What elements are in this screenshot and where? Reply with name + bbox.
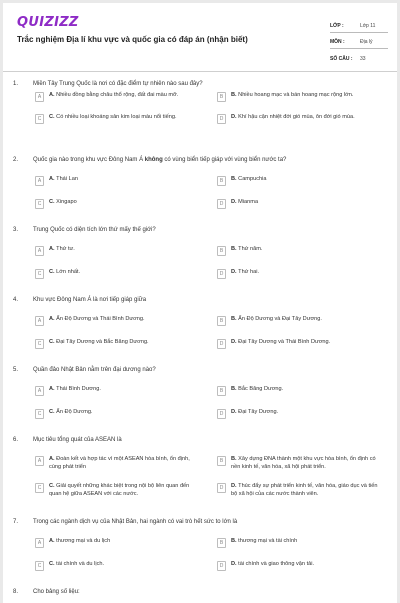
option-letter-dot: . [235,199,239,205]
option-text: Nhiều đồng bằng châu thổ rộng, đất đai màu mỡ. [56,92,179,98]
meta-row-count [330,49,388,65]
option-letter-dot: . [235,386,239,392]
worksheet-title: Trắc nghiệm Địa lí khu vực và quốc gia có đáp án (nhận biết) [17,35,248,44]
option-text: tài chính và giao thông vận tải. [238,561,315,567]
option-letter-box: A [35,316,44,326]
option-letter-label: D [231,199,236,205]
question-number: 4. [13,297,19,303]
option-text: Campuchia [238,176,267,182]
option-letter-label: D [231,561,236,567]
option-text-wrap [231,538,381,546]
option-letter-label: C [49,561,54,567]
answer-option-c[interactable] [35,269,199,279]
option-letter-box: B [217,538,226,548]
answer-option-d[interactable] [217,561,381,571]
option-text: Đại Tây Dương và Thái Bình Dương. [238,339,331,345]
meta-label: SỐ CÂU : [330,56,353,62]
option-letter-dot: . [235,409,239,415]
option-text: Thái Bình Dương. [56,386,101,392]
question-text [33,157,383,163]
option-text: Đại Tây Dương. [238,409,279,415]
option-letter-box: A [35,538,44,548]
option-text: Thái Lan [56,176,78,182]
question-text-part: có vùng biển tiếp giáp với vùng biển nước ta? [162,157,287,163]
option-text-wrap [231,409,381,417]
option-letter-box: C [35,561,44,571]
option-letter-dot: . [235,316,239,322]
option-text: tài chính và du lịch. [56,561,105,567]
option-text-wrap [231,483,381,498]
question-number: 8. [13,589,19,595]
option-letter-dot: . [53,456,57,462]
option-letter-label: D [231,409,236,415]
quizizz-logo[interactable]: QUIZIZZ [17,15,79,30]
option-letter-dot: . [235,246,239,252]
option-letter-label: D [231,114,236,120]
option-text: Giải quyết những khác biệt trong nội bộ liên quan đến quan hệ giữa ASEAN với các nước. [49,483,190,497]
option-text-wrap [231,316,381,324]
option-letter-dot: . [235,176,239,182]
answer-option-b[interactable] [217,538,381,548]
option-letter-dot: . [53,246,57,252]
option-letter-box: B [217,316,226,326]
option-text: Nhiều hoang mạc và bán hoang mạc rộng lớn. [238,92,354,98]
option-letter-box: C [35,114,44,124]
answer-option-d[interactable] [217,339,381,349]
option-letter-dot: . [235,538,239,544]
option-letter-label: A [49,316,54,322]
option-letter-box: B [217,92,226,102]
question-number: 7. [13,519,19,525]
worksheet-meta [330,17,388,65]
question-text-part: Quốc gia nào trong khu vực Đông Nam Á [33,157,145,163]
option-letter-box: B [217,456,226,466]
option-text: Có nhiều loại khoáng sản kim loại màu nổi tiếng. [56,114,177,120]
option-letter-box: A [35,456,44,466]
question-number: 6. [13,437,19,443]
option-letter-dot: . [53,483,57,489]
worksheet-page [3,3,397,603]
option-letter-dot: . [53,92,57,98]
option-letter-dot: . [53,114,57,120]
answer-option-b[interactable] [217,386,381,396]
option-letter-box: B [217,386,226,396]
question-text: Mục tiêu tổng quát của ASEAN là [33,437,122,443]
option-letter-dot: . [235,269,239,275]
option-letter-dot: . [235,483,239,489]
option-text-wrap [49,114,199,122]
answer-option-d[interactable] [217,114,381,124]
question-text: Trong các ngành dịch vụ của Nhật Bản, hai ngành có vai trò hết sức to lớn là [33,519,238,525]
option-text: Xây dựng ĐNA thành một khu vực hòa bình, ổn định có nền kinh tế, văn hóa, xã hội phát triển. [231,456,376,470]
question-text: Khu vực Đông Nam Á là nơi tiếp giáp giữa [33,297,147,303]
option-letter-box: B [217,246,226,256]
question-text: Trung Quốc có diện tích lớn thứ mấy thế giới? [33,227,156,233]
option-text: Xingapo [56,199,77,205]
option-text-wrap [231,456,381,471]
option-text-wrap [49,92,199,100]
option-letter-box: D [217,199,226,209]
option-text: Khí hậu cận nhiệt đới gió mùa, ôn đới gió mùa. [238,114,355,120]
option-letter-label: D [231,339,236,345]
answer-option-a[interactable] [35,176,199,186]
option-letter-label: B [231,538,236,544]
option-text-wrap [231,114,381,122]
option-letter-dot: . [53,269,57,275]
option-letter-label: C [49,339,54,345]
option-letter-label: C [49,269,54,275]
option-letter-label: B [231,176,236,182]
answer-option-a[interactable] [35,316,199,326]
option-letter-box: D [217,269,226,279]
answer-option-d[interactable] [217,199,381,209]
option-text: Đại Tây Dương và Bắc Băng Dương. [56,339,149,345]
meta-label: LỚP : [330,23,344,29]
option-text: Thúc đẩy sự phát triển kinh tế, văn hóa, giáo dục và tiến bộ xã hội của các nước thành viên. [231,483,378,497]
answer-option-c[interactable] [35,339,199,349]
option-text: Ấn Độ Dương và Đại Tây Dương. [238,316,322,322]
option-letter-dot: . [235,92,239,98]
option-text-wrap [49,339,199,347]
option-letter-dot: . [53,176,57,182]
option-letter-dot: . [53,316,57,322]
answer-option-b[interactable] [217,176,381,186]
question-text: Cho bảng số liệu: [33,589,80,595]
option-letter-box: A [35,92,44,102]
meta-row-class [330,17,388,33]
question-text: Miền Tây Trung Quốc là nơi có đặc điểm tự nhiên nào sau đây? [33,81,203,87]
meta-value: Địa lý [360,39,373,45]
option-text: Ấn Độ Dương và Thái Bình Dương. [56,316,145,322]
question-number: 5. [13,367,19,373]
answer-option-c[interactable] [35,409,199,419]
option-text-wrap [49,316,199,324]
option-letter-label: D [231,483,236,489]
question-text: Quần đảo Nhật Bản nằm trên đại dương nào? [33,367,156,373]
option-letter-box: C [35,339,44,349]
option-letter-box: C [35,483,44,493]
option-letter-dot: . [53,561,57,567]
option-letter-box: D [217,114,226,124]
option-letter-dot: . [53,386,57,392]
answer-option-d[interactable] [217,483,381,498]
option-letter-dot: . [53,409,57,415]
meta-value: 33 [360,56,366,62]
option-text: Lớn nhất. [56,269,81,275]
meta-value: Lớp 11 [360,23,376,29]
option-letter-label: C [49,409,54,415]
header-divider [3,71,397,72]
option-letter-box: D [217,409,226,419]
option-letter-box: C [35,199,44,209]
answer-option-c[interactable] [35,483,199,498]
answer-option-b[interactable] [217,456,381,471]
option-letter-box: D [217,339,226,349]
option-text: Đoàn kết và hợp tác vì một ASEAN hòa bình, ổn định, cùng phát triển [49,456,190,470]
option-text-wrap [49,561,199,569]
option-letter-label: C [49,199,54,205]
option-text: thương mại và tài chính [238,538,298,544]
option-text-wrap [49,538,199,546]
option-text: thương mại và du lịch [56,538,111,544]
answer-option-d[interactable] [217,269,381,279]
option-letter-dot: . [235,339,239,345]
option-text-wrap [49,456,199,471]
option-letter-label: A [49,246,54,252]
option-letter-dot: . [53,339,57,345]
option-letter-dot: . [53,199,57,205]
option-text-wrap [49,409,199,417]
option-letter-box: A [35,246,44,256]
option-letter-label: B [231,386,236,392]
worksheet-header [3,3,397,71]
answer-option-a[interactable] [35,538,199,548]
answer-option-c[interactable] [35,199,199,209]
answer-option-b[interactable] [217,92,381,102]
option-text-wrap [49,246,199,254]
option-letter-dot: . [235,114,239,120]
answer-option-b[interactable] [217,246,381,256]
option-text-wrap [231,246,381,254]
option-text: Ấn Độ Dương. [56,409,93,415]
option-text-wrap [231,92,381,100]
option-letter-box: D [217,483,226,493]
answer-option-b[interactable] [217,316,381,326]
option-letter-box: B [217,176,226,186]
option-text-wrap [49,199,199,207]
option-letter-label: B [231,316,236,322]
option-text-wrap [231,269,381,277]
option-letter-label: A [49,538,54,544]
option-text-wrap [49,176,199,184]
option-text-wrap [231,561,381,569]
question-number: 3. [13,227,19,233]
option-letter-label: A [49,176,54,182]
option-letter-box: A [35,176,44,186]
option-letter-box: D [217,561,226,571]
option-text-wrap [231,199,381,207]
option-text-wrap [231,386,381,394]
answer-option-a[interactable] [35,246,199,256]
question-number: 2. [13,157,19,163]
meta-row-subject [330,33,388,49]
option-letter-dot: . [235,456,239,462]
option-letter-box: C [35,269,44,279]
option-letter-dot: . [53,538,57,544]
answer-option-c[interactable] [35,114,199,124]
option-letter-dot: . [235,561,239,567]
question-number: 1. [13,81,19,87]
option-letter-label: A [49,386,54,392]
option-letter-label: B [231,246,236,252]
option-letter-label: C [49,483,54,489]
option-letter-label: C [49,114,54,120]
option-text: Mianma [238,199,259,205]
option-text: Thứ hai. [238,269,260,275]
answer-option-d[interactable] [217,409,381,419]
answer-option-c[interactable] [35,561,199,571]
option-text-wrap [49,483,199,498]
option-text: Bắc Băng Dương. [238,386,284,392]
option-text-wrap [49,269,199,277]
answer-option-a[interactable] [35,92,199,102]
option-letter-box: A [35,386,44,396]
option-letter-label: D [231,269,236,275]
option-letter-label: A [49,92,54,98]
option-letter-label: B [231,456,236,462]
option-text-wrap [231,176,381,184]
option-letter-label: B [231,92,236,98]
option-text: Thứ năm. [238,246,263,252]
meta-label: MÔN : [330,39,345,45]
option-text-wrap [231,339,381,347]
answer-option-a[interactable] [35,456,199,471]
answer-option-a[interactable] [35,386,199,396]
option-text: Thứ tư. [56,246,75,252]
question-text-emphasis: không [144,157,163,163]
option-letter-box: C [35,409,44,419]
option-text-wrap [49,386,199,394]
option-letter-label: A [49,456,54,462]
